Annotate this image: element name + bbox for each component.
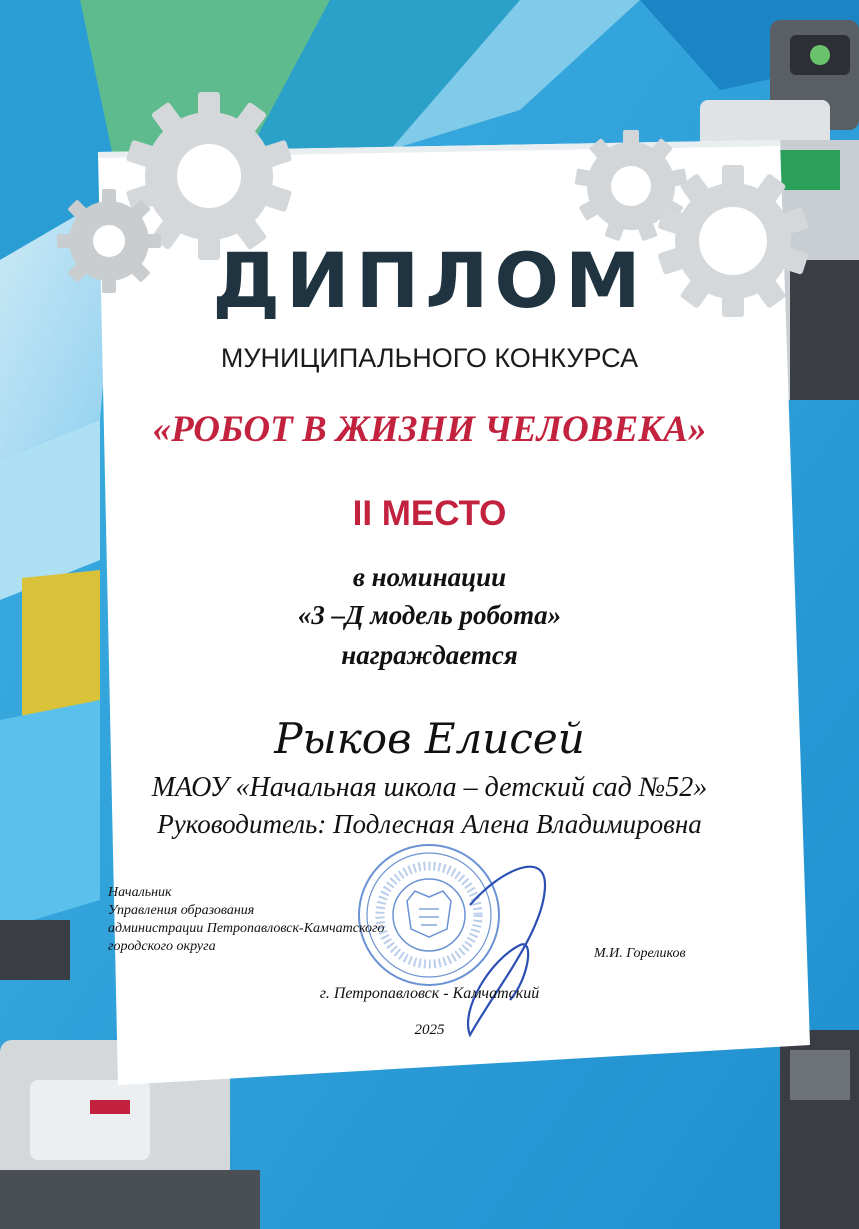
recipient-name: Рыков Елисей <box>274 714 585 763</box>
signatory-position <box>108 884 384 956</box>
diploma-title: ДИПЛОМ <box>212 236 647 325</box>
robot-bottom-right-icon <box>780 1030 859 1229</box>
supervisor: Руководитель: Подлесная Алена Владимировна <box>157 809 702 839</box>
nomination-line-2: «3 –Д модель робота» <box>297 600 562 630</box>
award-place <box>0 494 859 534</box>
contest-name: «РОБОТ В ЖИЗНИ ЧЕЛОВЕКА» <box>152 409 707 450</box>
position-line: администрации Петропавловск-Камчатского <box>108 921 385 936</box>
award-place-text: II МЕСТО <box>352 494 507 533</box>
position-line: Управления образования <box>108 903 255 918</box>
contest-level: МУНИЦИПАЛЬНОГО КОНКУРСА <box>220 343 639 373</box>
year: 2025 <box>414 1022 445 1038</box>
signer-name: М.И. Гореликов <box>594 946 686 961</box>
city: г. Петропавловск - Камчатский <box>319 985 540 1002</box>
position-line: Начальник <box>108 885 172 900</box>
school-name: МАОУ «Начальная школа – детский сад №52» <box>151 772 708 803</box>
nomination-line-1: в номинации <box>352 562 507 592</box>
position-line: городского округа <box>108 939 216 954</box>
nomination-line-3: награждается <box>341 640 518 670</box>
